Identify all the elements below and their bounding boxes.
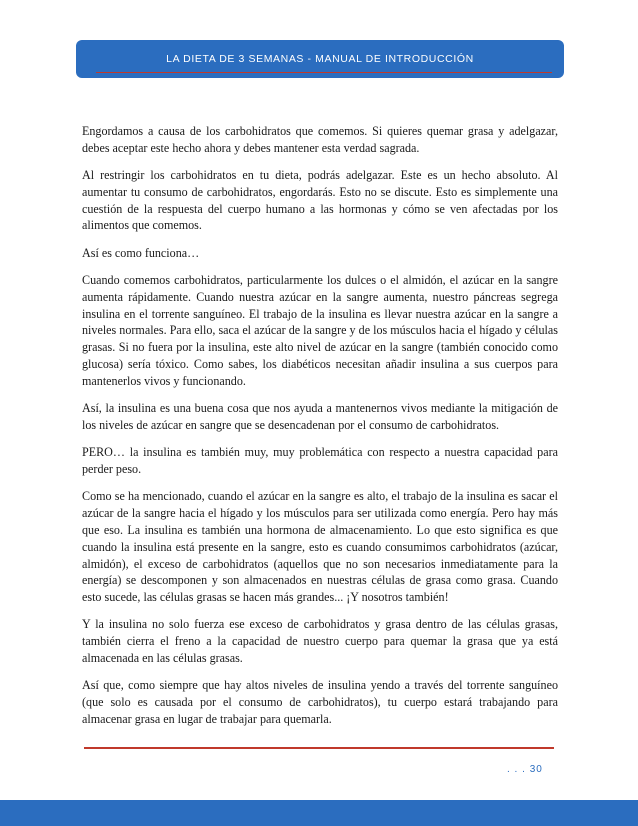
paragraph: Y la insulina no solo fuerza ese exceso de carbohidratos y grasa dentro de las células grasas, también cierra el freno a la capacidad de nuestro cuerpo para quemar la grasa que ya está almacenada en las células grasas. xyxy=(82,617,558,666)
paragraph: Así que, como siempre que hay altos niveles de insulina yendo a través del torrente sanguíneo (que solo es causada por el consumo de carbohidratos), tu cuerpo estará trabajando para almacenar grasa en lugar de trabajar para quemarla. xyxy=(82,678,558,726)
document-title: LA DIETA DE 3 SEMANAS - MANUAL DE INTRODUCCIÓN xyxy=(166,53,474,65)
page-header xyxy=(76,40,564,78)
footer-divider xyxy=(84,747,554,749)
paragraph: Cuando comemos carbohidratos, particularmente los dulces o el almidón, el azúcar en la sangre aumenta rápidamente. Cuando nuestra azúcar en la sangre aumenta, nuestro páncreas segrega insulina en el torrente sanguíneo. El trabajo de la insulina es llevar nuestra azúcar en la sangre a niveles normales. Para ello, saca el azúcar de la sangre y de los músculos hacia el hígado y células grasas. Si no fuera por la insulina, este alto nivel de azúcar en la sangre (también conocido como glucosa) sería tóxico. Como sabes, los diabéticos necesitan añadir insulina a sus cuerpos para mantenerlos vivos y funcionando. xyxy=(82,273,558,388)
bottom-band xyxy=(0,800,638,826)
header-divider xyxy=(96,72,552,73)
paragraph: Engordamos a causa de los carbohidratos que comemos. Si quieres quemar grasa y adelgazar, debes aceptar este hecho ahora y debes mantener esta verdad sagrada. xyxy=(82,124,558,155)
page-number-dots: . . . xyxy=(507,764,526,775)
page-number xyxy=(507,764,543,775)
page-number-value: 30 xyxy=(529,764,543,775)
paragraph: Así, la insulina es una buena cosa que nos ayuda a mantenernos vivos mediante la mitigación de los niveles de azúcar en sangre que se desencadenan por el consumo de carbohidratos. xyxy=(82,401,558,432)
paragraph: Así es como funciona… xyxy=(82,245,200,260)
paragraph: Como se ha mencionado, cuando el azúcar en la sangre es alto, el trabajo de la insulina es sacar el azúcar de la sangre hacia el hígado y los músculos para ser utilizada como energía. Pero hay más que eso. La insulina es también una hormona de almacenamiento. Lo que esto significa es que cuando la insulina está presente en la sangre, esto es cuando consumimos carbohidratos (azúcar, almidón), el exceso de carbohidratos (aquellos que no son necesarios inmediatamente para la energía) se descomponen y son almacenados en nuestras células de grasa como grasa. Cuando esto sucede, las células grasas se hacen más grandes... ¡Y nosotros también! xyxy=(82,489,558,605)
paragraph: PERO… la insulina es también muy, muy problemática con respecto a nuestra capacidad para perder peso. xyxy=(82,445,558,477)
paragraph: Al restringir los carbohidratos en tu dieta, podrás adelgazar. Este es un hecho absoluto. Al aumentar tu consumo de carbohidratos, engordarás. Esto no se discute. Esto es simplemente una cuestión de la respuesta del cuerpo humano a las hormonas y cómo se ven afectadas por los alimentos que comemos. xyxy=(82,168,558,233)
page-body xyxy=(82,123,558,738)
